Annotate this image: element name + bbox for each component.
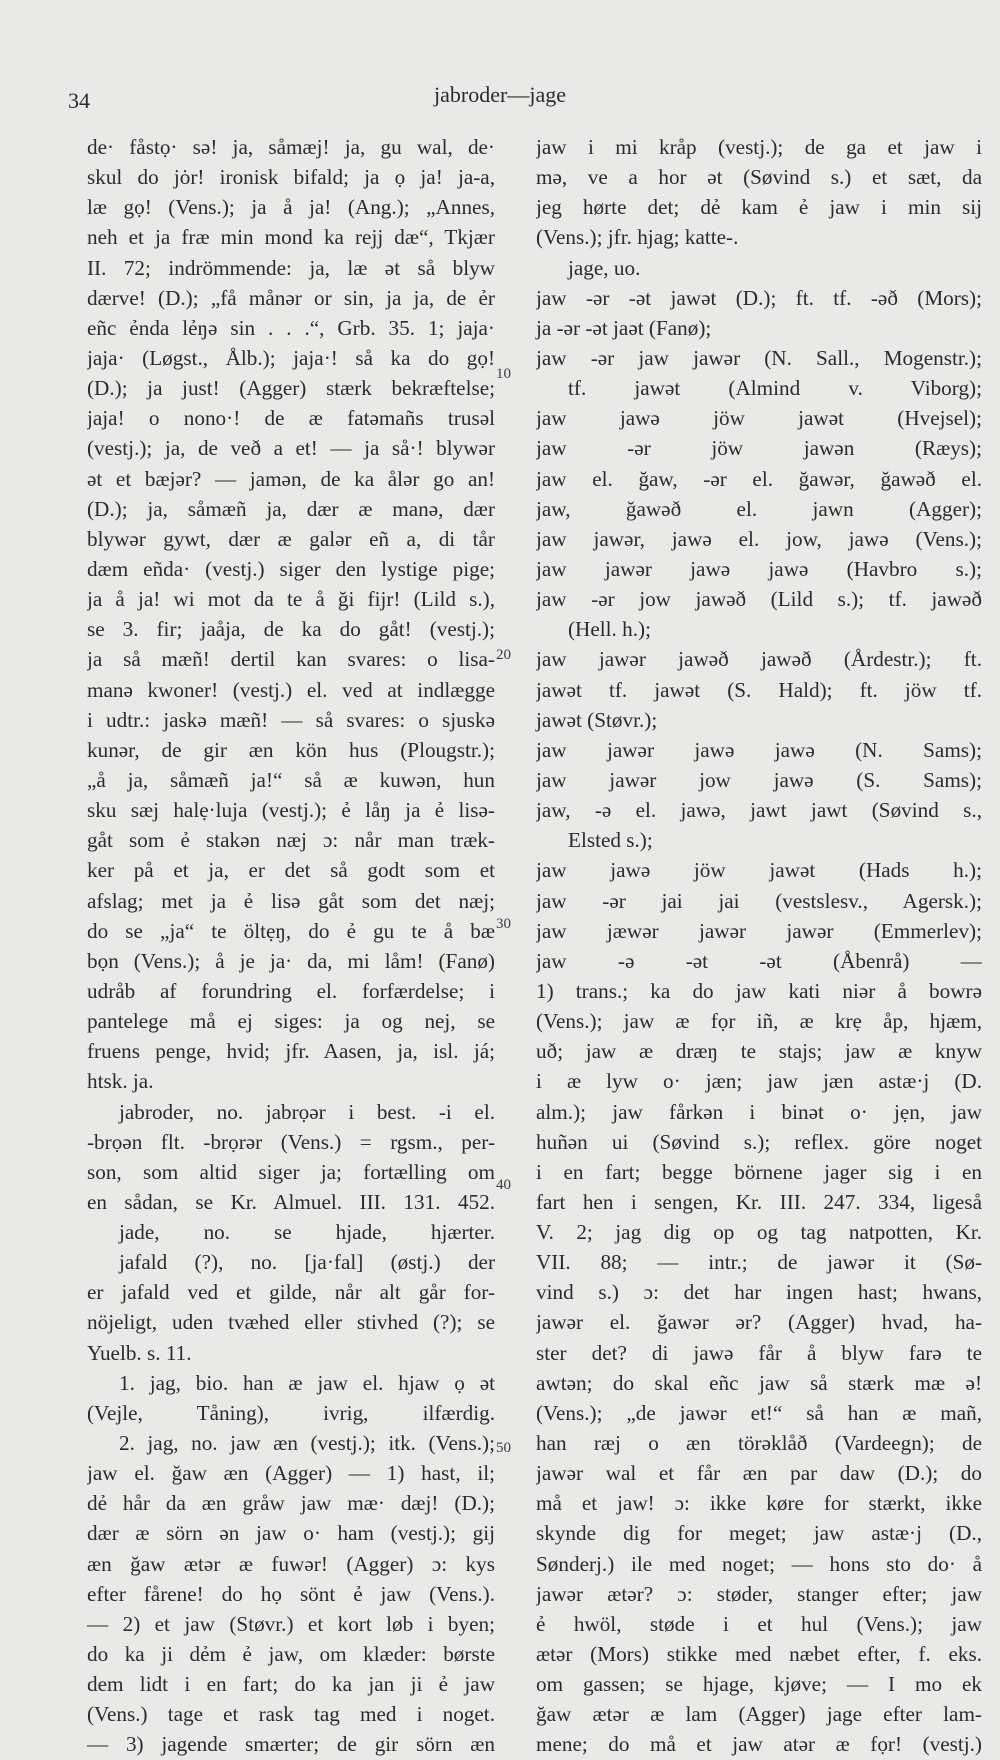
page-number: 34: [68, 88, 90, 113]
right-text-line: om gassen; se hjage, kjøve; — I mo ek: [536, 1672, 982, 1697]
right-text-line: i æ lyw o· jæn; jaw jæn astæ·j (D.: [536, 1069, 982, 1094]
right-text-line: tf. jawət (Almind v. Viborg);: [568, 376, 982, 401]
left-text-line: gåt som ẻ stakən næj ɔ: når man træk-: [87, 828, 495, 853]
right-text-line: Sønderj.) ile med noget; — hons sto do· å: [536, 1551, 982, 1576]
left-text-line: ker på et ja, er det så godt som et: [87, 858, 495, 883]
right-text-line: jaw jawər jow jawə (S. Sams);: [536, 767, 982, 792]
running-head: jabroder—jage: [434, 82, 566, 107]
left-text-line: -brọən flt. -brọrər (Vens.) = rgsm., per-: [87, 1129, 495, 1154]
left-text-line: (D.); ja, såmæñ ja, dær æ manə, dær: [87, 496, 495, 521]
right-text-line: jaw -ər jai jai (vestslesv., Agersk.);: [536, 888, 982, 913]
right-text-line: jaw jawər jawə jawə (N. Sams);: [536, 737, 982, 762]
left-text-line: II. 72; indrömmende: ja, læ ət så blyw: [87, 255, 495, 280]
left-text-line: (Vens.) tage et rask tag med i noget.: [87, 1702, 495, 1727]
left-text-line: dæm eñda· (vestj.) siger den lystige pige;: [87, 556, 495, 581]
right-text-line: VII. 88; — intr.; de jawər it (Sø-: [536, 1250, 982, 1275]
right-text-line: jaw -ə -ət -ət (Åbenrå) —: [536, 948, 982, 973]
right-text-line: jaw el. ğaw, -ər el. ğawər, ğawəð el.: [536, 466, 982, 491]
right-text-line: ğaw ætər æ lam (Agger) jage efter lam-: [536, 1702, 982, 1727]
left-text-line: dærve! (D.); „få månər or sin, ja ja, de ẻr: [87, 285, 495, 310]
right-text-line: uð; jaw æ dræŋ te stajs; jaw æ knyw: [536, 1039, 982, 1064]
right-column: [536, 132, 982, 1760]
right-text-line: må et jaw! ɔ: ikke køre for stærkt, ikke: [536, 1491, 982, 1516]
left-text-line: er jafald ved et gilde, når alt går for-: [87, 1280, 495, 1305]
left-text-line: afslag; met ja ẻ lisə gåt som det næj;: [87, 888, 495, 913]
right-text-line: 1) trans.; ka do jaw kati niər å bowrə: [536, 978, 982, 1003]
left-text-line: ja å ja! wi mot da te å ği fijr! (Lild s.),: [87, 587, 495, 612]
right-text-line: mene; do må et jaw atər æ fọr! (vestj.): [536, 1732, 982, 1757]
right-text-line: awtən; do skal eñc jaw så stærk mæ ə!: [536, 1370, 982, 1395]
right-text-line: jaw i mi kråp (vestj.); de ga et jaw i: [536, 135, 982, 159]
right-text-line: skynde dig for meget; jaw astæ·j (D.,: [536, 1521, 982, 1546]
left-text-line: ət et bæjər? — jamən, de ka ålər go an!: [87, 466, 495, 491]
right-text-line: V. 2; jag dig op og tag natpotten, Kr.: [536, 1220, 982, 1245]
right-text-line: jawər ætər? ɔ: støder, stanger efter; jaw: [536, 1581, 982, 1606]
right-text-line: jaw, ğawəð el. jawn (Agger);: [536, 496, 982, 521]
left-text-line: nöjeligt, uden tvæhed eller stivhed (?); se: [87, 1310, 495, 1335]
right-text-line: vind s.) ɔ: det har ingen hast; hwans,: [536, 1280, 982, 1305]
right-text-line: jage, uo.: [568, 255, 641, 280]
right-text-line: ja -ər -ət jaət (Fanø);: [536, 315, 712, 340]
left-text-line: jaw el. ğaw æn (Agger) — 1) hast, il;: [87, 1461, 495, 1486]
right-text-line: jawər wal et får æn par daw (D.); do: [536, 1461, 982, 1486]
left-text-line: jabroder, no. jabrọər i best. -i el.: [119, 1099, 495, 1124]
right-text-line: ætər (Mors) stikke med næbet efter, f. eks.: [536, 1642, 982, 1667]
right-text-line: jaw jawər, jawə el. jow, jawə (Vens.);: [536, 526, 982, 551]
left-text-line: do ka ji dẻm ẻ jaw, om klæder: børste: [87, 1642, 495, 1667]
right-text-line: ster det? di jawə får å blyw farə te: [536, 1340, 982, 1365]
right-text-line: i en fart; begge börnene jager sig i en: [536, 1159, 982, 1184]
left-text-line: dem lidt i en fart; do ka jan ji ẻ jaw: [87, 1672, 495, 1697]
right-text-line: han ræj o æn törəklåð (Vardeegn); de: [536, 1431, 982, 1456]
left-text-line: (vestj.); ja, de veð a et! — ja så·! blywər: [87, 436, 495, 461]
line-number-50: 50: [496, 1440, 511, 1456]
right-text-line: jawət tf. jawət (S. Hald); ft. jöw tf.: [536, 677, 982, 702]
left-text-line: do se „ja“ te öltẹŋ, do ẻ gu te å bæ: [87, 918, 495, 943]
right-text-line: jaw -ər jöw jawən (Ræys);: [536, 436, 982, 461]
left-text-line: skul do jȯr! ironisk bifald; ja ọ ja! ja-a,: [87, 165, 495, 190]
left-text-line: (Vejle, Tåning), ivrig, ilfærdig.: [87, 1400, 495, 1425]
right-text-line: ẻ hwöl, støde i et hul (Vens.); jaw: [536, 1611, 982, 1636]
left-text-line: en sådan, se Kr. Almuel. III. 131. 452.: [87, 1189, 495, 1214]
right-text-line: jaw jawər jawə jawə (Havbro s.);: [536, 556, 982, 581]
right-text-line: (Vens.); jfr. hjag; katte-.: [536, 225, 739, 250]
left-text-line: udråb af forundring el. forfærdelse; i: [87, 978, 495, 1003]
right-text-line: jawər el. ğawər ər? (Agger) hvad, ha-: [536, 1310, 982, 1335]
left-text-line: kunər, de gir æn kön hus (Plougstr.);: [87, 737, 495, 762]
left-text-line: Yuelb. s. 11.: [87, 1340, 192, 1365]
left-text-line: dẻ hår da æn gråw jaw mæ· dæj! (D.);: [87, 1491, 495, 1516]
line-number-20: 20: [496, 647, 511, 663]
left-text-line: manə kwoner! (vestj.) el. ved at indlægge: [87, 677, 495, 702]
left-text-line: htsk. ja.: [87, 1069, 154, 1094]
right-text-line: huñən ui (Søvind s.); reflex. göre noget: [536, 1129, 982, 1154]
left-text-line: i udtr.: jaskə mæñ! — så svares: o sjuskə: [87, 707, 495, 732]
right-text-line: jaw jawər jawəð jawəð (Årdestr.); ft.: [536, 647, 982, 672]
right-text-line: jaw -ər jaw jawər (N. Sall., Mogenstr.);: [536, 345, 982, 370]
left-text-line: son, som altid siger ja; fortælling om: [87, 1159, 495, 1184]
right-text-line: jaw -ər -ət jawət (D.); ft. tf. -əð (Mors);: [536, 285, 982, 310]
right-text-line: Elsted s.);: [568, 828, 653, 853]
left-text-line: — 2) et jaw (Støvr.) et kort løb i byen;: [87, 1611, 495, 1636]
left-text-line: dær æ sörn ən jaw o· ham (vestj.); gij: [87, 1521, 495, 1546]
line-number-10: 10: [496, 366, 511, 382]
line-number-30: 30: [496, 916, 511, 932]
right-text-line: fart hen i sengen, Kr. III. 247. 334, ligeså: [536, 1189, 982, 1214]
left-text-line: jafald (?), no. [ja·fal] (østj.) der: [119, 1250, 495, 1275]
left-text-line: „å ja, såmæñ ja!“ så æ kuwən, hun: [87, 767, 495, 792]
left-text-line: 1. jag, bio. han æ jaw el. hjaw ọ ət: [119, 1370, 495, 1395]
left-text-line: pantelege må ej siges: ja og nej, se: [87, 1009, 495, 1034]
left-text-line: læ gọ! (Vens.); ja å ja! (Ang.); „Annes,: [87, 195, 495, 220]
right-text-line: jeg hørte det; dẻ kam ẻ jaw i min sij: [536, 195, 982, 220]
right-text-line: jaw -ər jow jawəð (Lild s.); tf. jawəð: [536, 587, 982, 612]
line-number-40: 40: [496, 1177, 511, 1193]
left-text-line: de· fåstọ· sə! ja, såmæj! ja, gu wal, de·: [87, 135, 495, 159]
left-text-line: neh et ja fræ min mond ka rejj dæ“, Tkjær: [87, 225, 495, 250]
left-text-line: fruens penge, hvid; jfr. Aasen, ja, isl. já;: [87, 1039, 495, 1064]
left-text-line: sku sæj halẹ·luja (vestj.); ẻ låŋ ja ẻ lisə-: [87, 798, 495, 823]
left-text-line: — 3) jagende smærter; de gir sörn æn: [87, 1732, 495, 1757]
left-text-line: bọn (Vens.); å je ja· da, mi låm! (Fanø): [87, 948, 495, 973]
left-column: [87, 132, 495, 1760]
left-text-line: efter fårene! do họ sönt ẻ jaw (Vens.).: [87, 1581, 495, 1606]
left-text-line: eñc ẻnda lẻŋə sin . . .“, Grb. 35. 1; jaja·: [87, 315, 495, 340]
right-text-line: jawət (Støvr.);: [536, 707, 658, 732]
left-text-line: 2. jag, no. jaw æn (vestj.); itk. (Vens.);: [119, 1431, 495, 1456]
left-text-line: blywər gywt, dær æ galər eñ a, di tår: [87, 526, 495, 551]
right-text-line: jaw jawə jöw jawət (Hvejsel);: [536, 406, 982, 431]
right-text-line: jaw jæwər jawər jawər (Emmerlev);: [536, 918, 982, 943]
right-text-line: (Vens.); „de jawər et!“ så han æ mañ,: [536, 1400, 982, 1425]
right-text-line: (Hell. h.);: [568, 617, 651, 642]
right-text-line: jaw, -ə el. jawə, jawt jawt (Søvind s.,: [536, 798, 982, 823]
left-text-line: (D.); ja just! (Agger) stærk bekræftelse;: [87, 376, 495, 401]
left-text-line: ja så mæñ! dertil kan svares: o lisa-: [87, 647, 495, 672]
left-text-line: jaja! o nono·! de æ fatəmañs trusəl: [87, 406, 495, 431]
left-text-line: æn ğaw ætər æ fuwər! (Agger) ɔ: kys: [87, 1551, 495, 1576]
left-text-line: jade, no. se hjade, hjærter.: [119, 1220, 495, 1245]
right-text-line: jaw jawə jöw jawət (Hads h.);: [536, 858, 982, 883]
right-text-line: (Vens.); jaw æ fọr iñ, æ krẹ åp, hjæm,: [536, 1009, 982, 1034]
left-text-line: se 3. fir; jaåja, de ka do gåt! (vestj.);: [87, 617, 495, 642]
right-text-line: mə, ve a hor ət (Søvind s.) et sæt, da: [536, 165, 982, 190]
left-text-line: jaja· (Løgst., Ålb.); jaja·! så ka do gọ!: [87, 345, 495, 370]
right-text-line: alm.); jaw fårkən i binət o· jẹn, jaw: [536, 1099, 982, 1124]
